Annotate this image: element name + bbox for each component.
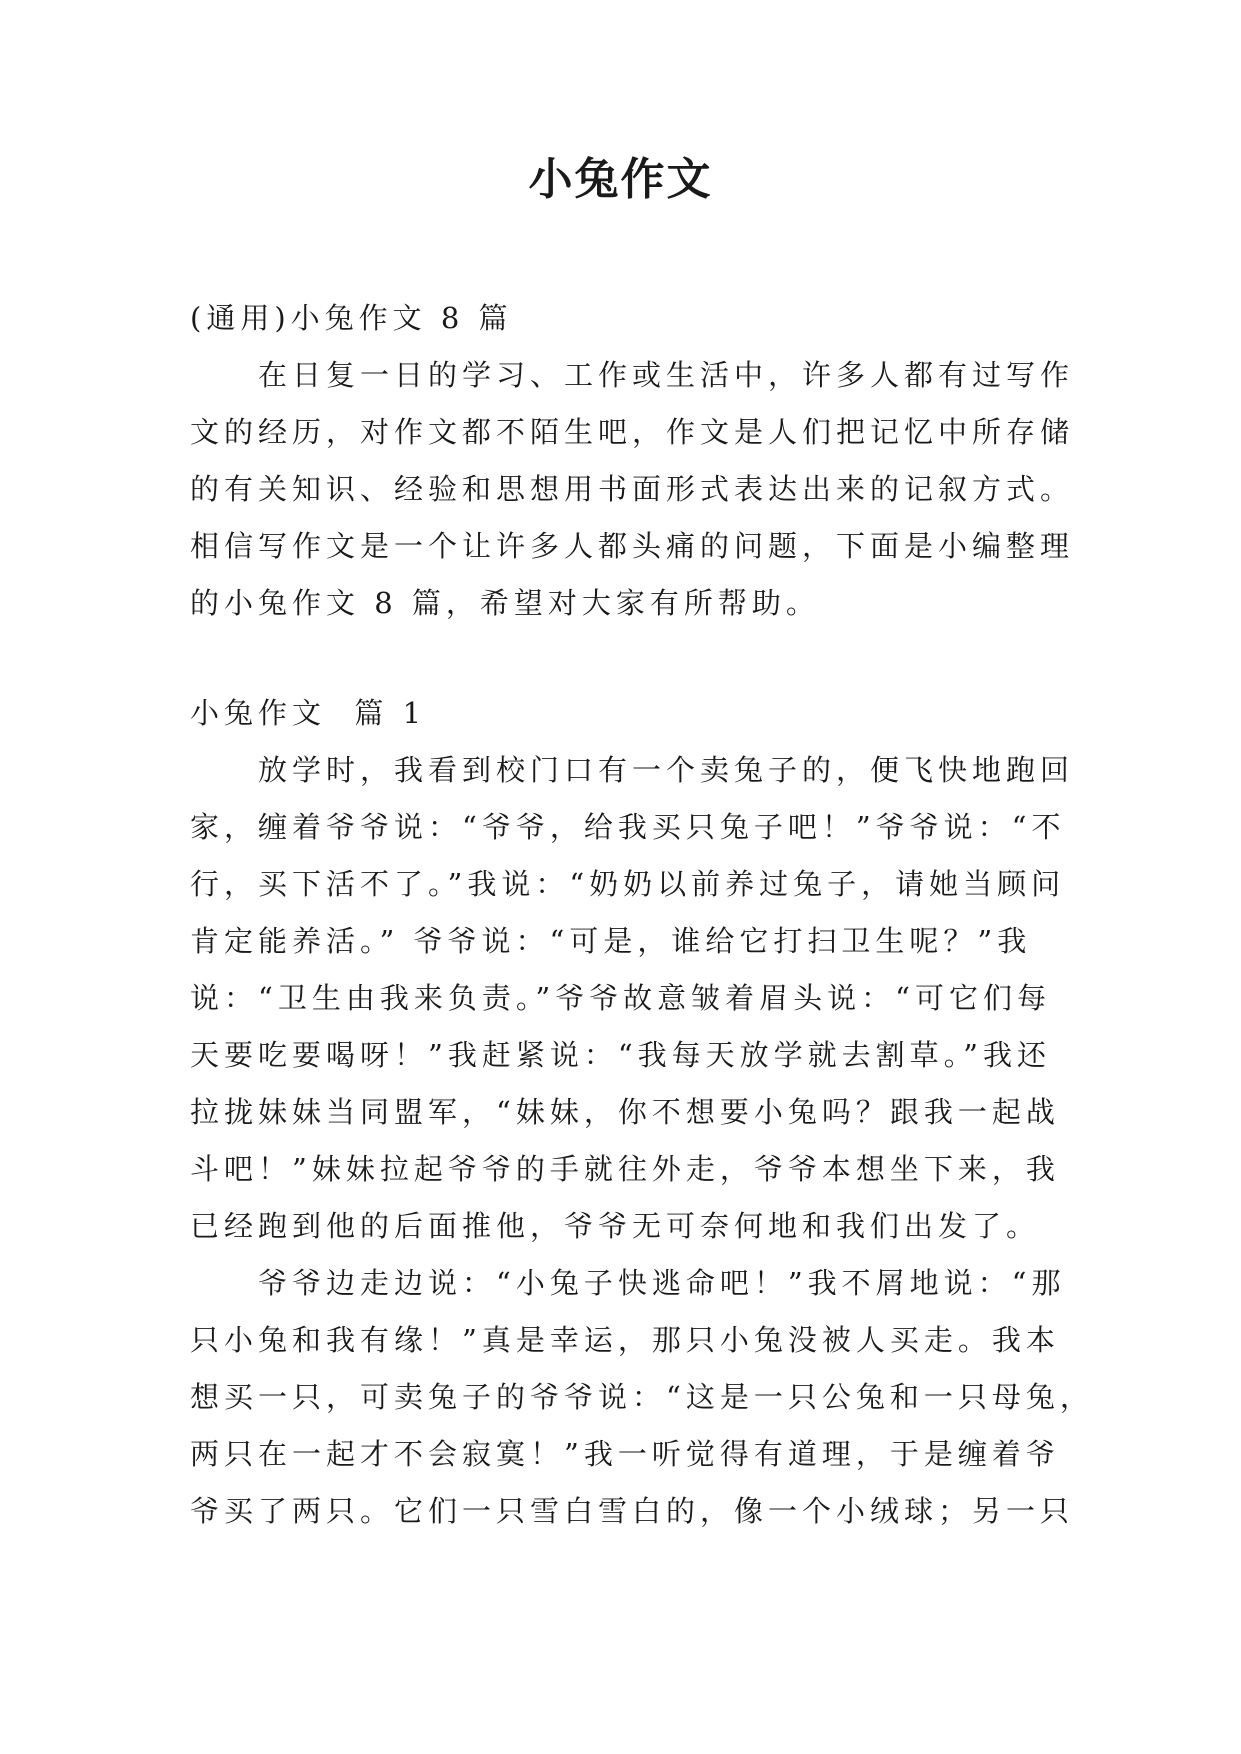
- paragraph-line: 天要吃要喝呀！”我赶紧说：“我每天放学就去割草。”我还: [190, 1038, 1051, 1072]
- paragraph-line: 行，买下活不了。”我说：“奶奶以前养过兔子，请她当顾问: [190, 867, 1066, 901]
- paragraph-line: 拉拢妹妹当同盟军，“妹妹，你不想要小兔吗？跟我一起战: [190, 1095, 1060, 1129]
- intro-line: 在日复一日的学习、工作或生活中，许多人都有过写作: [258, 358, 1075, 392]
- document-title: 小兔作文: [528, 154, 713, 205]
- intro-line: 的有关知识、经验和思想用书面形式表达出来的记叙方式。: [190, 472, 1075, 506]
- paragraph-line: 两只在一起才不会寂寞！”我一听觉得有道理，于是缠着爷: [190, 1437, 1060, 1471]
- paragraph-line: 已经跑到他的后面推他，爷爷无可奈何地和我们出发了。: [190, 1209, 1041, 1243]
- paragraph-line: 放学时，我看到校门口有一个卖兔子的，便飞快地跑回: [258, 753, 1075, 787]
- intro-line: 的小兔作文 8 篇，希望对大家有所帮助。: [190, 586, 820, 620]
- paragraph-line: 只小兔和我有缘！”真是幸运，那只小兔没被人买走。我本: [190, 1323, 1060, 1357]
- paragraph-line: 斗吧！”妹妹拉起爷爷的手就往外走，爷爷本想坐下来，我: [190, 1152, 1060, 1186]
- paragraph-line: 想买一只，可卖兔子的爷爷说：“这是一只公兔和一只母兔，: [190, 1380, 1094, 1414]
- section-spacer: [190, 632, 1058, 685]
- paragraph-line: 说：“卫生由我来负责。”爷爷故意皱着眉头说：“可它们每: [190, 981, 1051, 1015]
- paragraph-line: 爷买了两只。它们一只雪白雪白的，像一个小绒球；另一只: [190, 1494, 1075, 1528]
- intro-line: 文的经历，对作文都不陌生吧，作文是人们把记忆中所存储: [190, 415, 1075, 449]
- document-body: [190, 290, 1094, 1540]
- paragraph-line: 爷爷边走边说：“小兔子快逃命吧！”我不屑地说：“那: [258, 1266, 1066, 1300]
- paragraph-line: 肯定能养活。” 爷爷说：“可是，谁给它打扫卫生呢？”我: [190, 924, 1032, 958]
- intro-line: 相信写作文是一个让许多人都头痛的问题，下面是小编整理: [190, 529, 1075, 563]
- document-subtitle: (通用)小兔作文 8 篇: [190, 301, 513, 335]
- section-heading: 小兔作文 篇 1: [190, 696, 427, 730]
- paragraph-line: 家，缠着爷爷说：“爷爷，给我买只兔子吧！”爷爷说：“不: [190, 810, 1066, 844]
